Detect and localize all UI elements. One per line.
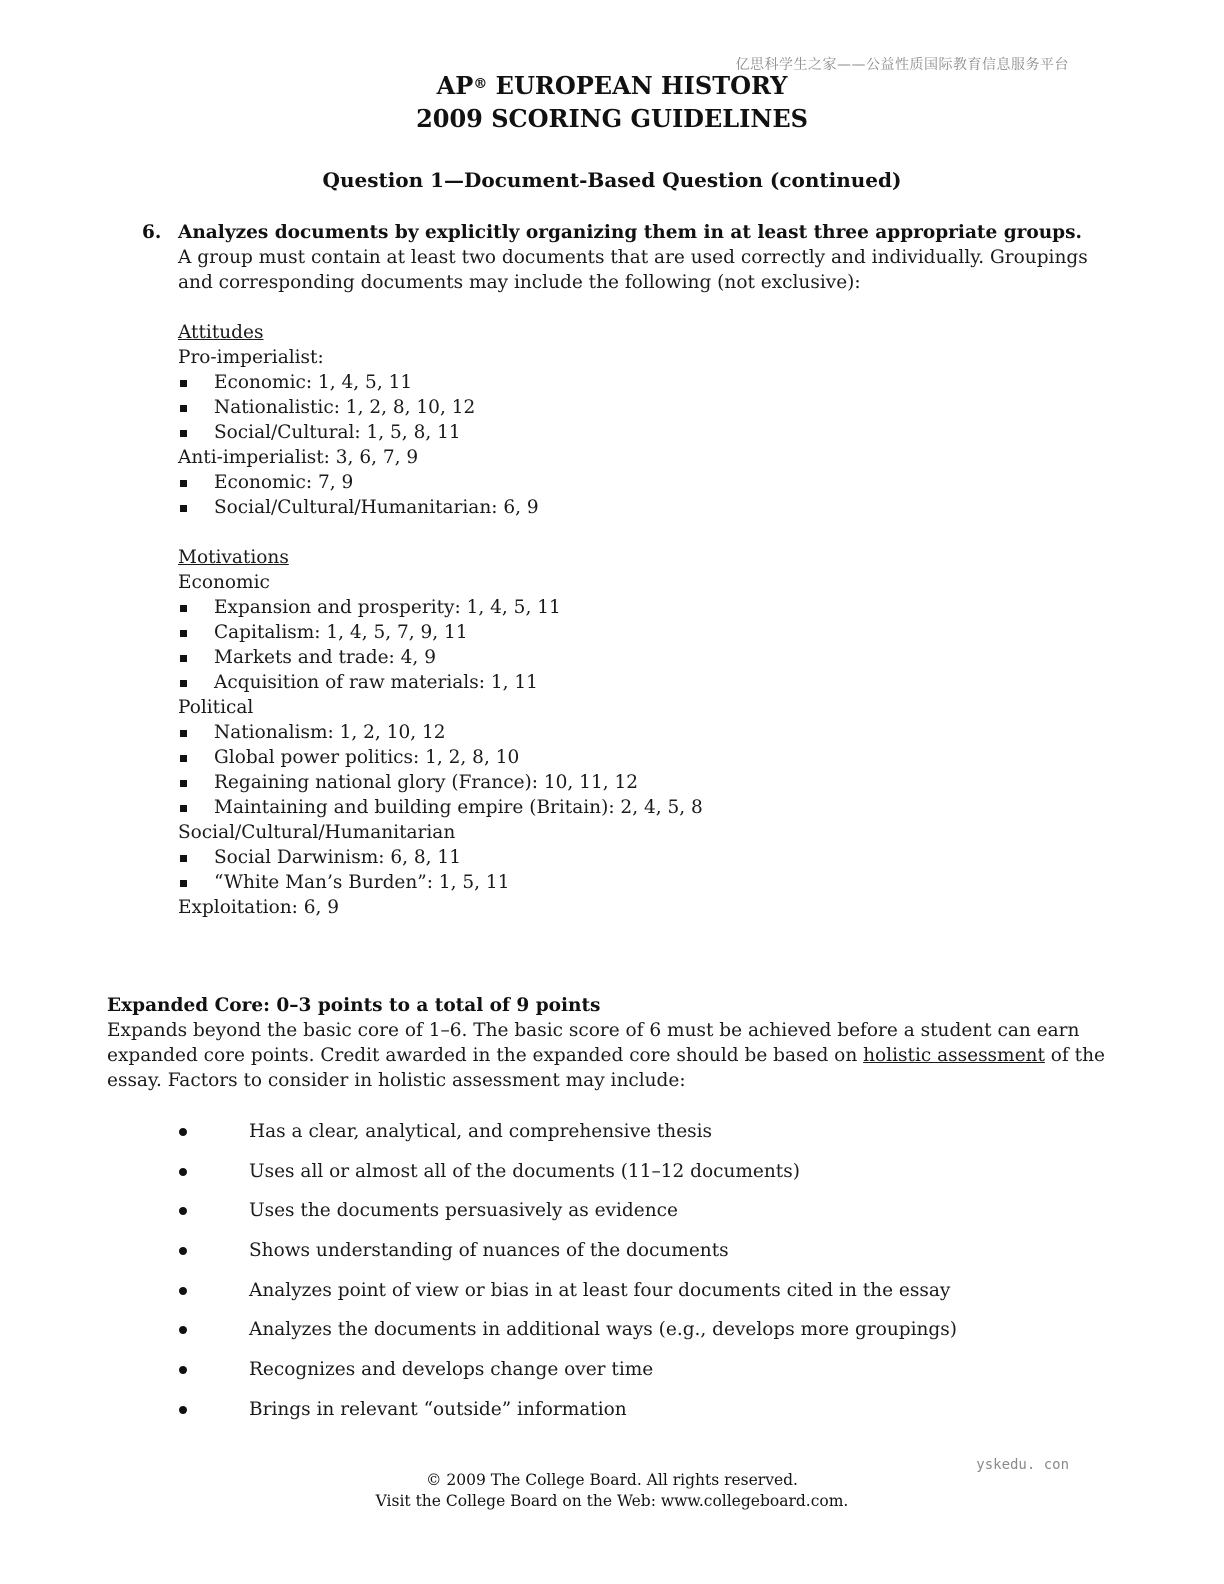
list-item: Social/Cultural/Humanitarian: 6, 9 (178, 495, 1102, 520)
list-item: Analyzes the documents in additional ways (e.g., develops more groupings) (176, 1317, 1076, 1357)
title-rest: EUROPEAN HISTORY (487, 71, 788, 100)
expanded-core (107, 993, 1107, 1093)
list-item: Uses the documents persuasively as evidence (176, 1198, 1076, 1238)
section-intro: A group must contain at least two documents that are used correctly and individually. Groupings and corresponding documents may include the following (not exclusive): (178, 247, 1088, 293)
political-label: Political (178, 697, 254, 718)
list-item: Shows understanding of nuances of the documents (176, 1238, 1076, 1278)
question-title: Question 1—Document-Based Question (continued) (322, 168, 902, 192)
square-bullet-icon (180, 780, 187, 787)
list-item: Economic: 1, 4, 5, 11 (178, 370, 1102, 395)
footer (0, 1470, 1224, 1512)
list-item: Nationalism: 1, 2, 10, 12 (178, 720, 1102, 745)
factors-list (176, 1119, 1076, 1437)
section-number: 6. (142, 222, 162, 243)
square-bullet-icon (180, 680, 187, 687)
list-item: Brings in relevant “outside” information (176, 1397, 1076, 1437)
list-item: Regaining national glory (France): 10, 11, 12 (178, 770, 1102, 795)
bullet-icon (179, 1366, 187, 1374)
attitudes-heading: Attitudes (178, 322, 264, 343)
square-bullet-icon (180, 405, 187, 412)
list-item: “White Man’s Burden”: 1, 5, 11 (178, 870, 1102, 895)
bullet-icon (179, 1406, 187, 1414)
list-item: Has a clear, analytical, and comprehensive thesis (176, 1119, 1076, 1159)
bullet-icon (179, 1128, 187, 1136)
list-item: Maintaining and building empire (Britain): 2, 4, 5, 8 (178, 795, 1102, 820)
square-bullet-icon (180, 505, 187, 512)
list-item: Social Darwinism: 6, 8, 11 (178, 845, 1102, 870)
square-bullet-icon (180, 380, 187, 387)
square-bullet-icon (180, 655, 187, 662)
section-heading: Analyzes documents by explicitly organizing them in at least three appropriate groups. (178, 222, 1082, 243)
website-note: Visit the College Board on the Web: www.collegeboard.com. (375, 1492, 849, 1510)
list-item: Recognizes and develops change over time (176, 1357, 1076, 1397)
square-bullet-icon (180, 730, 187, 737)
list-item: Uses all or almost all of the documents (11–12 documents) (176, 1159, 1076, 1199)
square-bullet-icon (180, 605, 187, 612)
social-label: Social/Cultural/Humanitarian (178, 822, 456, 843)
section-6 (142, 220, 1102, 920)
watermark-bottom: yskedu. con (976, 1457, 1069, 1473)
list-item: Nationalistic: 1, 2, 8, 10, 12 (178, 395, 1102, 420)
square-bullet-icon (180, 755, 187, 762)
list-item: Capitalism: 1, 4, 5, 7, 9, 11 (178, 620, 1102, 645)
bullet-icon (179, 1326, 187, 1334)
page-title (0, 70, 1224, 102)
square-bullet-icon (180, 630, 187, 637)
square-bullet-icon (180, 480, 187, 487)
bullet-icon (179, 1207, 187, 1215)
pro-imperialist-label: Pro-imperialist: (178, 347, 324, 368)
bullet-icon (179, 1287, 187, 1295)
square-bullet-icon (180, 430, 187, 437)
list-item: Markets and trade: 4, 9 (178, 645, 1102, 670)
list-item: Acquisition of raw materials: 1, 11 (178, 670, 1102, 695)
square-bullet-icon (180, 880, 187, 887)
list-item: Economic: 7, 9 (178, 470, 1102, 495)
list-item: Global power politics: 1, 2, 8, 10 (178, 745, 1102, 770)
watermark-top: 亿思科学生之家——公益性质国际教育信息服务平台 (735, 57, 1069, 73)
list-item: Social/Cultural: 1, 5, 8, 11 (178, 420, 1102, 445)
bullet-icon (179, 1247, 187, 1255)
expanded-core-text: Expands beyond the basic core of 1–6. The basic score of 6 must be achieved before a student can earn expanded core points. Credit awarded in the expanded core should be based on holistic assessment of the essay. Factors to consider in holistic assessment may include: (107, 1020, 1105, 1091)
list-item: Analyzes point of view or bias in at least four documents cited in the essay (176, 1278, 1076, 1318)
economic-label: Economic (178, 572, 270, 593)
square-bullet-icon (180, 805, 187, 812)
expanded-core-heading: Expanded Core: 0–3 points to a total of 9 points (107, 995, 601, 1016)
copyright: © 2009 The College Board. All rights reserved. (426, 1471, 798, 1489)
title-ap: AP (436, 71, 474, 100)
anti-imperialist-label: Anti-imperialist: 3, 6, 7, 9 (178, 447, 419, 468)
motivations-heading: Motivations (178, 547, 289, 568)
square-bullet-icon (180, 855, 187, 862)
page-subtitle: 2009 SCORING GUIDELINES (416, 104, 808, 133)
holistic-assessment-term: holistic assessment (863, 1045, 1045, 1066)
registered-mark: ® (473, 76, 488, 92)
bullet-icon (179, 1168, 187, 1176)
exploitation-label: Exploitation: 6, 9 (178, 897, 340, 918)
list-item: Expansion and prosperity: 1, 4, 5, 11 (178, 595, 1102, 620)
